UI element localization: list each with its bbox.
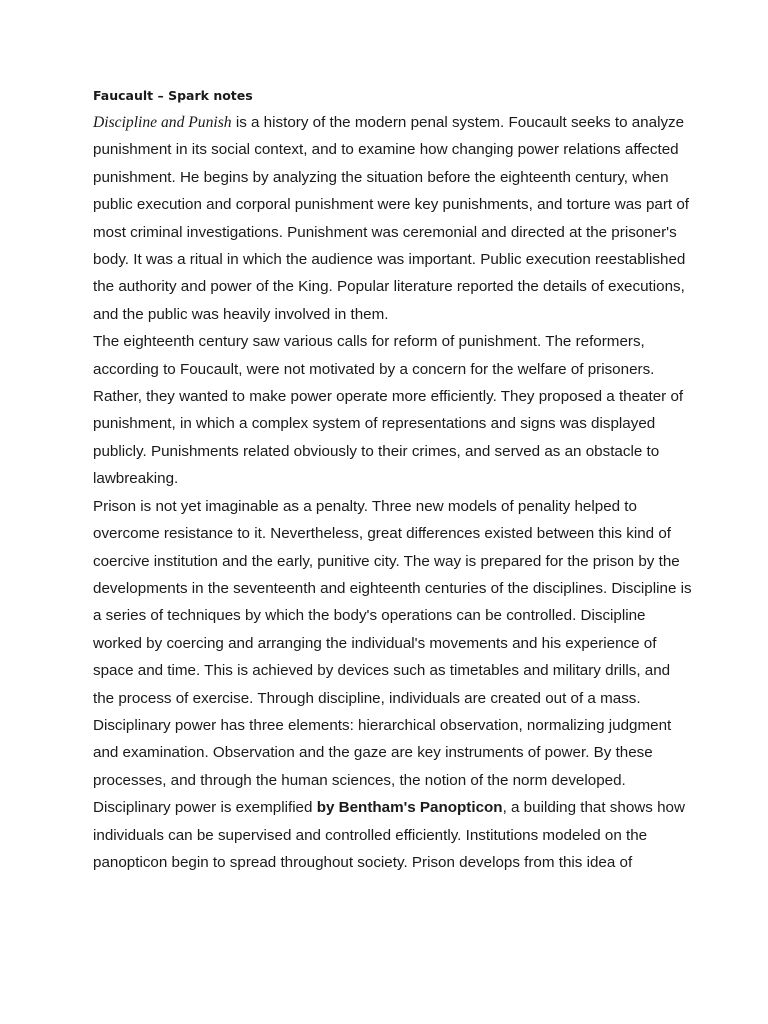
paragraph-reform bbox=[93, 328, 693, 492]
document-body bbox=[93, 109, 693, 876]
paragraph-text: Prison is not yet imaginable as a penalty. Three new models of penality helped to overcome resistance to it. Nevertheless, great differences existed between this kind of coercive institution and the early, punitive city. The way is prepared for the prison by the developments in the seventeenth and eighteenth centuries of the disciplines. Discipline is a series of techniques by which the body's operations can be controlled. Discipline worked by coercing and arranging the individual's movements and his experience of space and time. This is achieved by devices such as timetables and military drills, and the process of exercise. Through discipline, individuals are created out of a mass. Disciplinary power has three elements: hierarchical observation, normalizing judgment and examination. Observation and the gaze are key instruments of power. By these processes, and through the human sciences, the notion of the norm developed. bbox=[93, 497, 692, 789]
book-title: Discipline and Punish bbox=[93, 114, 232, 131]
paragraph-text: , a building that shows how individuals can be supervised and controlled efficiently. Institutions modeled on the panopticon begin to spread throughout society. Prison develops from this idea of bbox=[93, 799, 685, 871]
paragraph-text: The eighteenth century saw various calls for reform of punishment. The reformers, according to Foucault, were not motivated by a concern for the welfare of prisoners. Rather, they wanted to make power operate more efficiently. They proposed a theater of punishment, in which a complex system of representations and signs was displayed publicly. Punishments related obviously to their crimes, and served as an obstacle to lawbreaking. bbox=[93, 333, 684, 488]
document-title: Faucault – Spark notes bbox=[93, 88, 253, 103]
emphasized-phrase: by Bentham's Panopticon bbox=[316, 799, 503, 817]
paragraph-text: Disciplinary power is exemplified bbox=[93, 799, 317, 817]
paragraph-panopticon bbox=[93, 794, 693, 876]
paragraph-intro bbox=[93, 109, 693, 328]
paragraph-discipline bbox=[93, 493, 693, 794]
paragraph-text: is a history of the modern penal system. Foucault seeks to analyze punishment in its social context, and to examine how changing power relations affected punishment. He begins by analyzing the situation before the eighteenth century, when public execution and corporal punishment were key punishments, and torture was part of most criminal investigations. Punishment was ceremonial and directed at the prisoner's body. It was a ritual in which the audience was important. Public execution reestablished the authority and power of the King. Popular literature reported the details of executions, and the public was heavily involved in them. bbox=[93, 114, 690, 323]
